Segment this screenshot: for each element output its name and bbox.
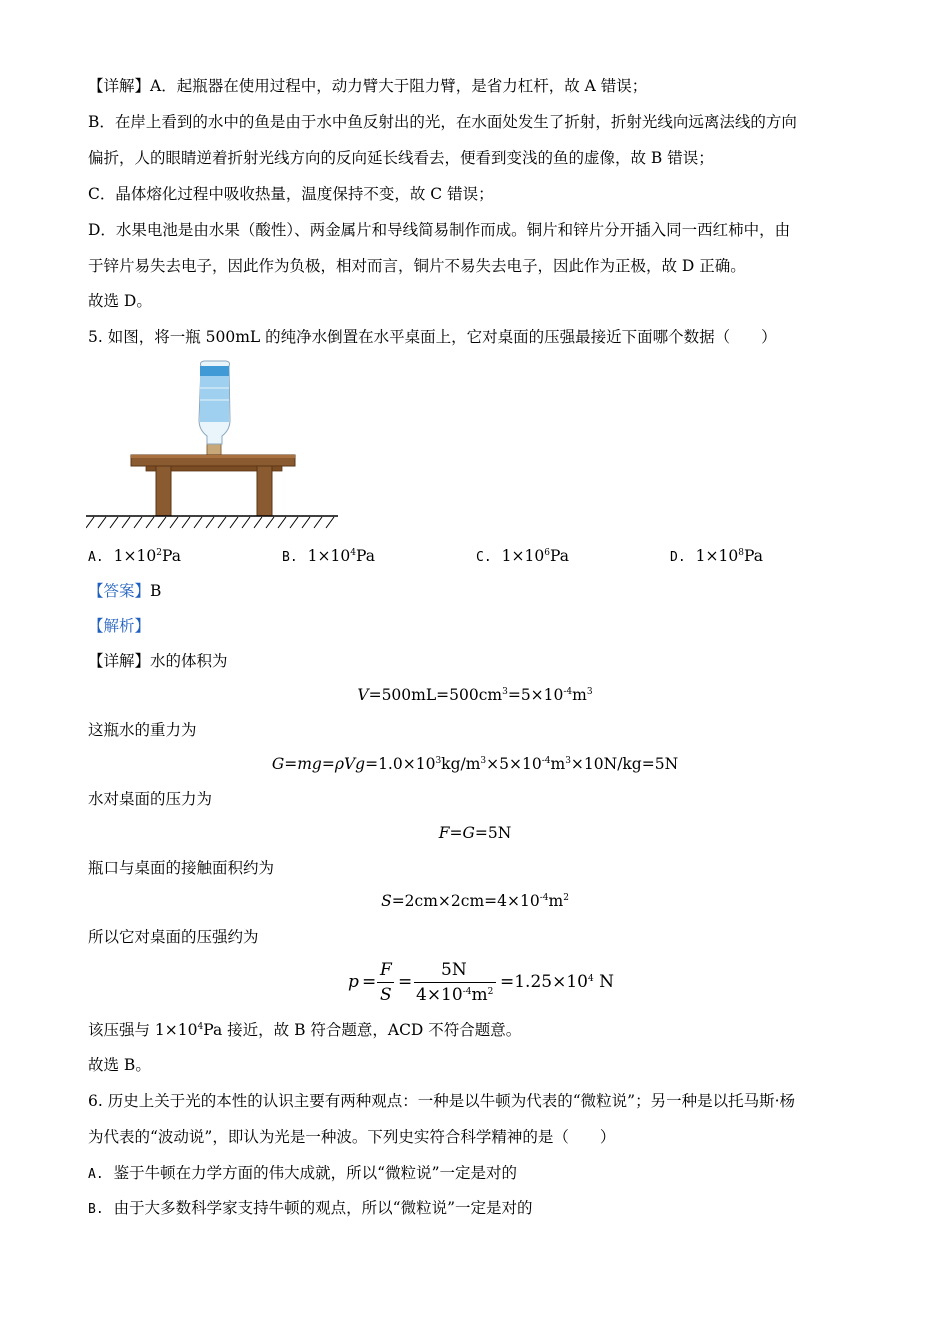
equation-area: $S=2cm\times 2cm=4\times 10^{-4}m^2$ [381,892,569,910]
detail-line-a: 【详解】A．起瓶器在使用过程中，动力臂大于阻力臂，是省力杠杆，故 A 错误； [88,77,648,95]
detail-line-b2: 偏折，人的眼睛逆着折射光线方向的反向延长线看去，便看到变浅的鱼的虚像，故 B 错误； [88,149,714,167]
detail-line-d2: 于锌片易失去电子，因此作为负极，相对而言，铜片不易失去电子，因此作为正极，故 D 正确。 [88,257,746,275]
denominator-area: $4\times 10^{-4}m^2$ [416,985,494,1005]
fraction-bar-1 [377,982,394,983]
detail-volume-text: 【详解】水的体积为 [88,652,228,670]
answer-select-b: 故选 B。 [88,1056,151,1074]
question-6-stem-2: 为代表的“波动说”，即认为光是一种波。下列史实符合科学精神的是（ ） [88,1128,616,1146]
question-6-option-a: A. 鉴于牛顿在力学方面的伟大成就，所以“微粒说”一定是对的 [88,1164,518,1182]
equation-force: F=G=5N [438,824,512,842]
area-text: 瓶口与桌面的接触面积约为 [88,859,275,877]
pressure-text: 所以它对桌面的压强约为 [88,928,259,946]
numerator-f: F [380,960,392,980]
detail-line-d1: D．水果电池是由水果（酸性）、两金属片和导线简易制作而成。铜片和锌片分开插入同一西红柿中，由 [88,221,791,239]
answer-tag: 【答案】 [88,582,151,600]
gravity-text: 这瓶水的重力为 [88,721,197,739]
detail-line-c: C．晶体熔化过程中吸收热量，温度保持不变，故 C 错误； [88,185,494,203]
equation-volume: $V=500mL=500cm^3=5\times 10^{-4}m^3$ [357,686,593,704]
answer-select-d: 故选 D。 [88,292,152,310]
conclusion-text: 该压强与 $1\times 10^4Pa$ 接近，故 B 符合题意，ACD 不符合题意。 [88,1021,522,1039]
detail-line-b1: B．在岸上看到的水中的鱼是由于水中鱼反射出的光，在水面处发生了折射，折射光线向远离法线的方向 [88,113,797,131]
fraction-bar-2 [414,982,496,983]
answer-line [88,581,161,601]
answer-value: B [150,582,162,600]
question-6-stem-1: 6. 历史上关于光的本性的认识主要有两种观点：一种是以牛顿为代表的“微粒说”；另一种是以托马斯·杨 [88,1092,795,1110]
symbol-p: p [348,972,359,992]
force-text: 水对桌面的压力为 [88,790,213,808]
equation-gravity: $G=mg=\rho Vg=1.0\times 10^3kg/m^3\times 5\times 10^{-4}m^3\times 10N/kg=5N$ [271,755,679,773]
option-b: B. $1\times 10^4Pa$ [282,547,375,565]
equals-1: = [362,972,377,992]
equals-2: = [398,972,413,992]
denominator-s: S [380,985,392,1005]
option-d: D. $1\times 10^8Pa$ [670,547,763,565]
equation-pressure-fraction [0,958,950,1006]
bottle-on-table-figure [86,358,346,534]
analysis-tag: 【解析】 [88,617,151,635]
question-5-stem: 5. 如图，将一瓶 500mL 的纯净水倒置在水平桌面上，它对桌面的压强最接近下面哪个数据（ ） [88,328,777,346]
option-c: C. $1\times 10^6Pa$ [476,547,569,565]
option-a: A. $1\times 10^2Pa$ [88,547,181,565]
numerator-5n: 5N [441,960,467,980]
pressure-result: $=1.25\times 10^4$ N [500,972,614,992]
question-6-option-b: B. 由于大多数科学家支持牛顿的观点，所以“微粒说”一定是对的 [88,1199,533,1217]
